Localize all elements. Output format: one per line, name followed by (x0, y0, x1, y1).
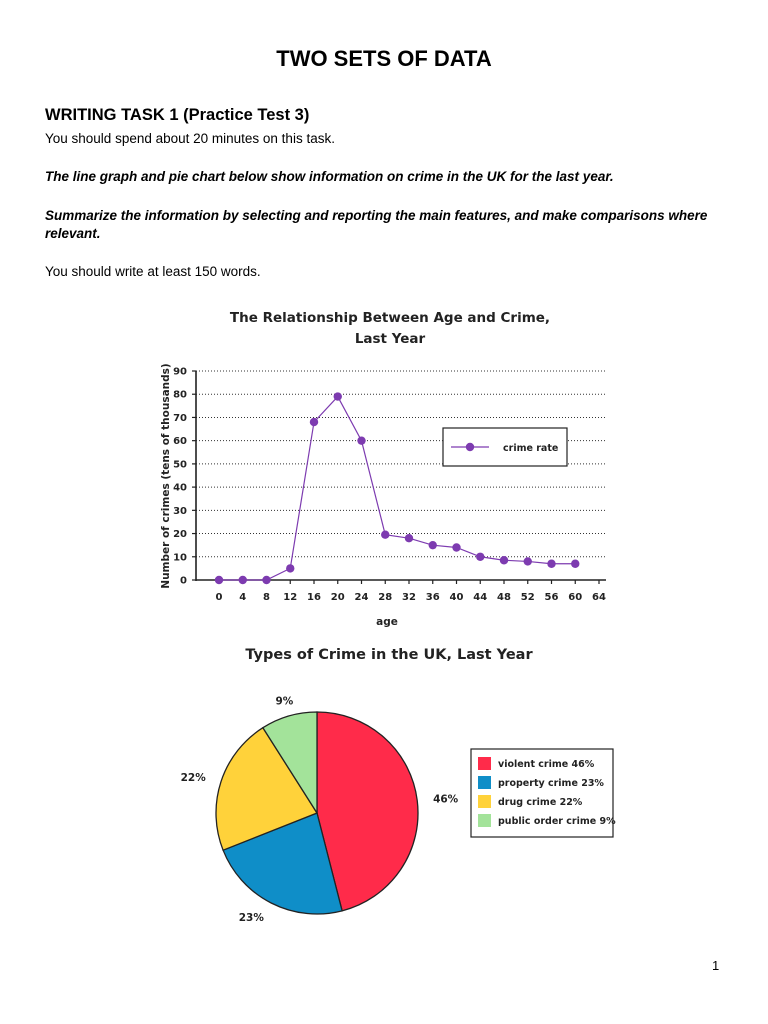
x-tick-label: 52 (520, 592, 535, 603)
legend-swatch-property-crime (478, 776, 491, 789)
legend-label-violent-crime: violent crime 46% (498, 759, 595, 770)
legend-label-public-order: public order crime 9% (498, 816, 616, 827)
x-tick-label: 44 (473, 592, 488, 603)
legend-label-drug-crime: drug crime 22% (498, 797, 583, 808)
x-tick-label: 48 (497, 592, 511, 603)
data-point (571, 560, 579, 568)
x-tick-label: 64 (592, 592, 606, 603)
y-axis-label: Number of crimes (tens of thousands) (160, 363, 172, 589)
data-point (334, 392, 342, 400)
data-point (524, 557, 532, 565)
data-point (476, 553, 484, 561)
x-tick-label: 12 (283, 592, 298, 603)
task-prompt: The line graph and pie chart below show information on crime in the UK for the last year. (45, 169, 614, 184)
series-line-crime-rate (219, 397, 575, 580)
pie-chart-title: Types of Crime in the UK, Last Year (245, 647, 533, 663)
legend-label-crime-rate: crime rate (503, 443, 559, 454)
page-number: 1 (712, 958, 720, 973)
y-tick-label: 10 (173, 552, 187, 564)
y-tick-label: 80 (173, 389, 187, 401)
y-tick-label: 90 (173, 366, 187, 378)
x-tick-label: 56 (544, 592, 559, 603)
y-tick-label: 70 (173, 412, 187, 424)
y-tick-label: 50 (173, 459, 187, 471)
line-chart-title: The Relationship Between Age and Crime, (229, 310, 551, 326)
x-tick-label: 32 (402, 592, 416, 603)
line-chart-subtitle: Last Year (354, 331, 426, 347)
data-point (381, 531, 389, 539)
y-tick-label: 60 (173, 436, 187, 448)
y-tick-label: 20 (173, 529, 187, 541)
x-tick-label: 28 (378, 592, 393, 603)
data-point (405, 534, 413, 542)
x-axis-label: age (376, 616, 398, 628)
pie-chart (181, 647, 617, 924)
data-point (310, 418, 318, 426)
line-chart-legend (443, 428, 567, 466)
x-tick-label: 24 (354, 592, 369, 603)
data-point (357, 436, 365, 444)
legend-marker-swatch (466, 443, 474, 451)
data-point (429, 541, 437, 549)
time-instruction: You should spend about 20 minutes on this task. (45, 131, 335, 146)
legend-swatch-public-order (478, 814, 491, 827)
x-tick-label: 60 (568, 592, 583, 603)
x-tick-label: 4 (239, 592, 247, 603)
y-tick-label: 30 (173, 505, 187, 517)
data-point (547, 560, 555, 568)
line-chart (160, 310, 606, 628)
x-tick-label: 8 (263, 592, 270, 603)
data-point (286, 564, 294, 572)
task-heading: WRITING TASK 1 (Practice Test 3) (45, 106, 310, 124)
x-tick-label: 0 (215, 592, 223, 603)
data-point (500, 556, 508, 564)
legend-swatch-drug-crime (478, 795, 491, 808)
pie-slice-label: 23% (238, 912, 264, 925)
pie-slice-label: 46% (433, 793, 459, 806)
x-tick-label: 40 (449, 592, 464, 603)
data-point (215, 576, 223, 584)
word-count-instruction: You should write at least 150 words. (45, 264, 261, 279)
x-tick-label: 36 (425, 592, 440, 603)
pie-slice-label: 9% (275, 695, 294, 708)
y-tick-label: 40 (173, 482, 187, 494)
pie-chart-legend (471, 749, 616, 837)
legend-swatch-violent-crime (478, 757, 491, 770)
x-tick-label: 16 (307, 592, 321, 603)
data-point (262, 576, 270, 584)
x-tick-label: 20 (330, 592, 345, 603)
pie-slice-label: 22% (180, 771, 206, 784)
page-title: TWO SETS OF DATA (276, 46, 492, 71)
data-point (239, 576, 247, 584)
summary-instruction: Summarize the information by selecting and reporting the main features, and make comparisons where relevant. (45, 208, 708, 241)
data-point (452, 543, 460, 551)
y-tick-label: 0 (180, 575, 187, 587)
legend-label-property-crime: property crime 23% (498, 778, 604, 789)
